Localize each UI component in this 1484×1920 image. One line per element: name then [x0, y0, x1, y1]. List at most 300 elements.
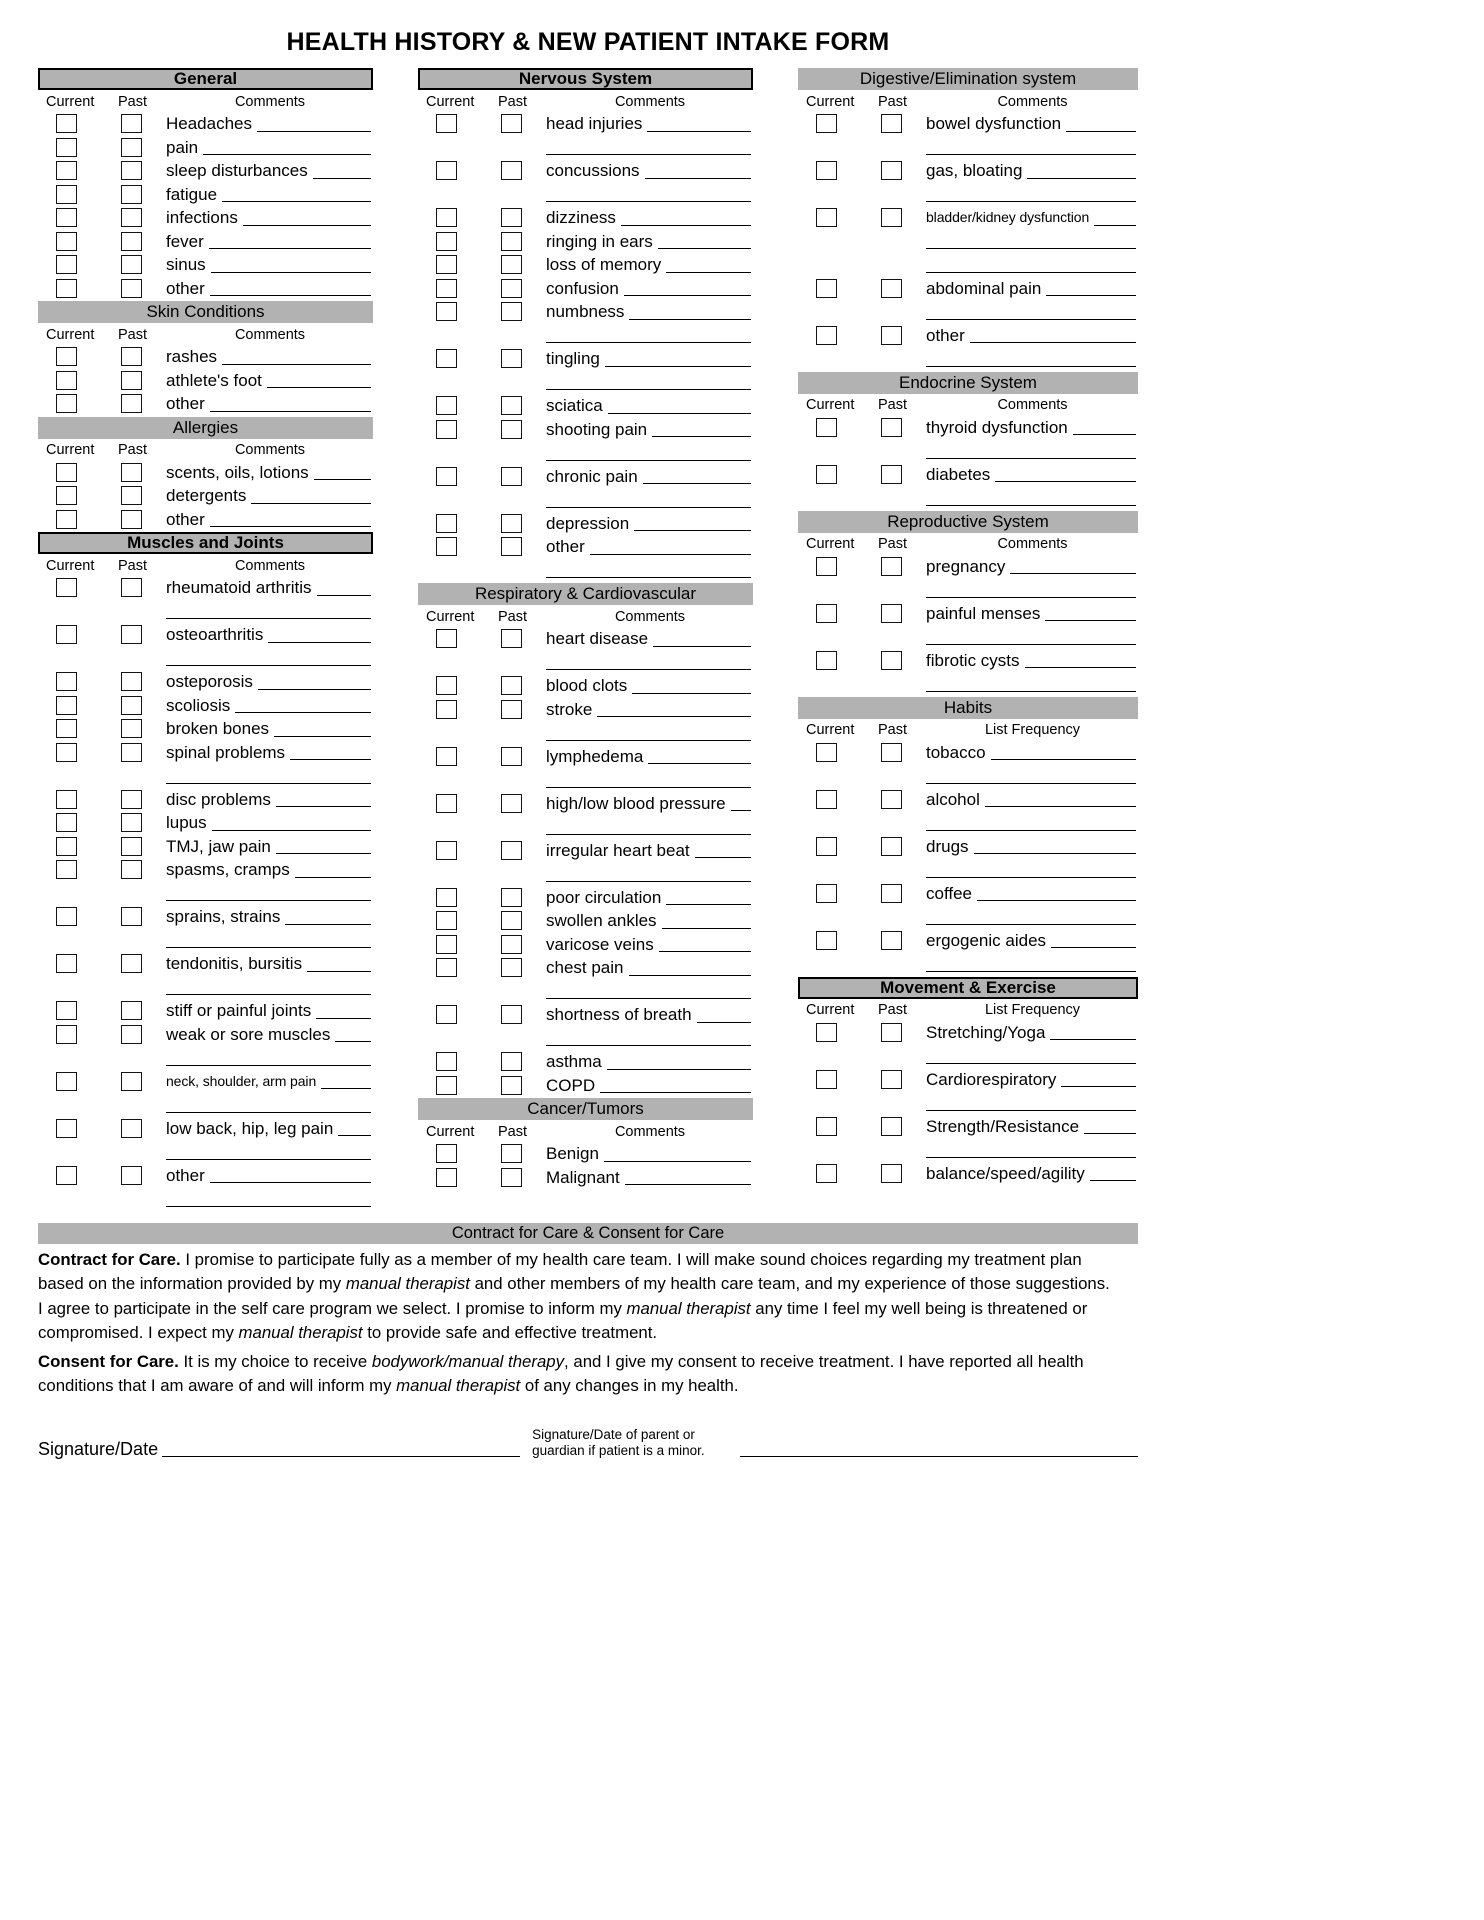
comment-line[interactable]	[546, 669, 751, 670]
comment-line[interactable]	[166, 665, 371, 666]
blank-comment-row	[798, 858, 1138, 882]
past-checkbox-scents-oils-lotions[interactable]	[121, 463, 142, 482]
past-checkbox-other[interactable]	[121, 394, 142, 413]
past-checkbox-cardiorespiratory[interactable]	[881, 1070, 902, 1089]
current-checkbox-tendonitis-bursitis[interactable]	[56, 954, 77, 973]
current-checkbox-spasms-cramps[interactable]	[56, 860, 77, 879]
past-checkbox-fever[interactable]	[121, 232, 142, 251]
current-checkbox-fibrotic-cysts[interactable]	[816, 651, 837, 670]
past-checkbox-strength-resistance[interactable]	[881, 1117, 902, 1136]
past-checkbox-stretching-yoga[interactable]	[881, 1023, 902, 1042]
comment-line-osteporosis[interactable]	[258, 689, 371, 690]
item-row-infections	[38, 206, 373, 230]
past-checkbox-tmj-jaw-pain[interactable]	[121, 837, 142, 856]
current-checkbox-disc-problems[interactable]	[56, 790, 77, 809]
comment-line[interactable]	[166, 1065, 371, 1066]
past-checkbox-other[interactable]	[121, 510, 142, 529]
current-checkbox-other[interactable]	[56, 279, 77, 298]
comment-line-infections[interactable]	[243, 225, 371, 226]
past-checkbox-drugs[interactable]	[881, 837, 902, 856]
comment-line-other[interactable]	[970, 342, 1136, 343]
current-checkbox-gas-bloating[interactable]	[816, 161, 837, 180]
comment-line[interactable]	[926, 1110, 1136, 1111]
item-label-concussions: concussions	[546, 161, 640, 181]
comment-line-tingling[interactable]	[605, 366, 751, 367]
comment-line[interactable]	[546, 881, 751, 882]
comment-line-rashes[interactable]	[222, 364, 371, 365]
comment-line-shortness-of-breath[interactable]	[697, 1022, 751, 1023]
current-checkbox-bladder-kidney-dysfunction[interactable]	[816, 208, 837, 227]
item-row-concussions	[418, 159, 753, 183]
comment-line-osteoarthritis[interactable]	[268, 642, 371, 643]
comment-line[interactable]	[926, 1063, 1136, 1064]
current-checkbox-ringing-in-ears[interactable]	[436, 232, 457, 251]
comment-line-spinal-problems[interactable]	[290, 759, 371, 760]
past-checkbox-infections[interactable]	[121, 208, 142, 227]
current-checkbox-fatigue[interactable]	[56, 185, 77, 204]
blank-comment-row	[38, 1046, 373, 1070]
comment-line-other[interactable]	[210, 1182, 371, 1183]
item-row-stretching-yoga	[798, 1021, 1138, 1045]
comment-line[interactable]	[546, 1045, 751, 1046]
past-checkbox-tingling[interactable]	[501, 349, 522, 368]
current-checkbox-copd[interactable]	[436, 1076, 457, 1095]
current-checkbox-dizziness[interactable]	[436, 208, 457, 227]
current-checkbox-infections[interactable]	[56, 208, 77, 227]
comment-line[interactable]	[166, 618, 371, 619]
comment-line[interactable]	[926, 971, 1136, 972]
current-checkbox-pain[interactable]	[56, 138, 77, 157]
past-checkbox-copd[interactable]	[501, 1076, 522, 1095]
comment-line[interactable]	[166, 1112, 371, 1113]
comment-line-athlete-s-foot[interactable]	[267, 387, 371, 388]
comment-line-abdominal-pain[interactable]	[1046, 295, 1136, 296]
comment-line[interactable]	[926, 597, 1136, 598]
comment-line-painful-menses[interactable]	[1045, 620, 1136, 621]
comment-line-fever[interactable]	[209, 248, 371, 249]
comment-line-irregular-heart-beat[interactable]	[695, 857, 751, 858]
comment-line-fatigue[interactable]	[222, 201, 371, 202]
current-checkbox-other[interactable]	[436, 537, 457, 556]
past-checkbox-diabetes[interactable]	[881, 465, 902, 484]
comment-line-numbness[interactable]	[629, 319, 751, 320]
current-checkbox-bowel-dysfunction[interactable]	[816, 114, 837, 133]
item-row-high-low-blood-pressure	[418, 792, 753, 816]
current-checkbox-other[interactable]	[56, 510, 77, 529]
current-checkbox-osteporosis[interactable]	[56, 672, 77, 691]
current-checkbox-heart-disease[interactable]	[436, 629, 457, 648]
current-checkbox-osteoarthritis[interactable]	[56, 625, 77, 644]
past-checkbox-varicose-veins[interactable]	[501, 935, 522, 954]
past-checkbox-spasms-cramps[interactable]	[121, 860, 142, 879]
item-row-sleep-disturbances	[38, 159, 373, 183]
comment-line-scents-oils-lotions[interactable]	[314, 479, 371, 480]
past-checkbox-swollen-ankles[interactable]	[501, 911, 522, 930]
current-checkbox-broken-bones[interactable]	[56, 719, 77, 738]
current-checkbox-blood-clots[interactable]	[436, 676, 457, 695]
comment-line[interactable]	[546, 834, 751, 835]
past-checkbox-weak-or-sore-muscles[interactable]	[121, 1025, 142, 1044]
current-checkbox-fever[interactable]	[56, 232, 77, 251]
comment-line[interactable]	[926, 924, 1136, 925]
current-checkbox-headaches[interactable]	[56, 114, 77, 133]
past-checkbox-shortness-of-breath[interactable]	[501, 1005, 522, 1024]
comment-line-pregnancy[interactable]	[1010, 573, 1136, 574]
past-checkbox-chest-pain[interactable]	[501, 958, 522, 977]
current-checkbox-benign[interactable]	[436, 1144, 457, 1163]
comment-line-strength-resistance[interactable]	[1084, 1133, 1136, 1134]
past-checkbox-coffee[interactable]	[881, 884, 902, 903]
past-checkbox-confusion[interactable]	[501, 279, 522, 298]
comment-line-chest-pain[interactable]	[629, 975, 752, 976]
column-headers-nervous-system	[418, 91, 753, 112]
past-checkbox-ergogenic-aides[interactable]	[881, 931, 902, 950]
past-checkbox-concussions[interactable]	[501, 161, 522, 180]
past-checkbox-pain[interactable]	[121, 138, 142, 157]
comment-line-chronic-pain[interactable]	[643, 483, 751, 484]
comment-line[interactable]	[926, 691, 1136, 692]
current-checkbox-chest-pain[interactable]	[436, 958, 457, 977]
current-checkbox-stiff-or-painful-joints[interactable]	[56, 1001, 77, 1020]
past-checkbox-sciatica[interactable]	[501, 396, 522, 415]
current-checkbox-drugs[interactable]	[816, 837, 837, 856]
past-checkbox-thyroid-dysfunction[interactable]	[881, 418, 902, 437]
section-header-general: General	[38, 68, 373, 90]
current-checkbox-athlete-s-foot[interactable]	[56, 371, 77, 390]
comment-line-gas-bloating[interactable]	[1027, 178, 1136, 179]
comment-line-benign[interactable]	[604, 1161, 751, 1162]
comment-line[interactable]	[546, 998, 751, 999]
comment-line[interactable]	[166, 900, 371, 901]
current-checkbox-painful-menses[interactable]	[816, 604, 837, 623]
past-checkbox-irregular-heart-beat[interactable]	[501, 841, 522, 860]
current-checkbox-detergents[interactable]	[56, 486, 77, 505]
comment-line-varicose-veins[interactable]	[659, 951, 751, 952]
item-row-sinus	[38, 253, 373, 277]
past-checkbox-fatigue[interactable]	[121, 185, 142, 204]
comment-line-bowel-dysfunction[interactable]	[1066, 131, 1136, 132]
comment-line-balance-speed-agility[interactable]	[1090, 1180, 1136, 1181]
past-checkbox-shooting-pain[interactable]	[501, 420, 522, 439]
comment-line-tendonitis-bursitis[interactable]	[307, 971, 371, 972]
past-checkbox-osteporosis[interactable]	[121, 672, 142, 691]
past-checkbox-scoliosis[interactable]	[121, 696, 142, 715]
past-checkbox-athlete-s-foot[interactable]	[121, 371, 142, 390]
comment-line-sleep-disturbances[interactable]	[313, 178, 371, 179]
comment-line-alcohol[interactable]	[985, 806, 1136, 807]
comment-line-shooting-pain[interactable]	[652, 436, 751, 437]
past-checkbox-lymphedema[interactable]	[501, 747, 522, 766]
past-checkbox-painful-menses[interactable]	[881, 604, 902, 623]
comment-line-blood-clots[interactable]	[632, 693, 751, 694]
comment-line-sciatica[interactable]	[608, 413, 751, 414]
current-checkbox-coffee[interactable]	[816, 884, 837, 903]
current-checkbox-other[interactable]	[56, 394, 77, 413]
current-checkbox-weak-or-sore-muscles[interactable]	[56, 1025, 77, 1044]
comment-line[interactable]	[926, 154, 1136, 155]
comment-line-diabetes[interactable]	[995, 481, 1136, 482]
comment-line-rheumatoid-arthritis[interactable]	[317, 595, 371, 596]
current-checkbox-alcohol[interactable]	[816, 790, 837, 809]
current-checkbox-sciatica[interactable]	[436, 396, 457, 415]
past-checkbox-tendonitis-bursitis[interactable]	[121, 954, 142, 973]
past-checkbox-osteoarthritis[interactable]	[121, 625, 142, 644]
current-checkbox-varicose-veins[interactable]	[436, 935, 457, 954]
current-checkbox-scents-oils-lotions[interactable]	[56, 463, 77, 482]
signature-date-line[interactable]	[162, 1456, 520, 1457]
past-checkbox-high-low-blood-pressure[interactable]	[501, 794, 522, 813]
comment-line[interactable]	[926, 783, 1136, 784]
current-checkbox-shooting-pain[interactable]	[436, 420, 457, 439]
comment-line-other[interactable]	[210, 295, 371, 296]
comment-line-sinus[interactable]	[211, 272, 371, 273]
comment-line[interactable]	[546, 342, 751, 343]
current-checkbox-tingling[interactable]	[436, 349, 457, 368]
past-checkbox-other[interactable]	[501, 537, 522, 556]
comment-line-swollen-ankles[interactable]	[662, 928, 751, 929]
current-checkbox-stretching-yoga[interactable]	[816, 1023, 837, 1042]
current-checkbox-concussions[interactable]	[436, 161, 457, 180]
current-checkbox-asthma[interactable]	[436, 1052, 457, 1071]
past-checkbox-numbness[interactable]	[501, 302, 522, 321]
current-checkbox-tobacco[interactable]	[816, 743, 837, 762]
past-checkbox-balance-speed-agility[interactable]	[881, 1164, 902, 1183]
comment-line[interactable]	[546, 389, 751, 390]
comment-line-loss-of-memory[interactable]	[666, 272, 751, 273]
blank-comment-row	[38, 600, 373, 624]
comment-line[interactable]	[546, 787, 751, 788]
comment-line-confusion[interactable]	[624, 295, 751, 296]
past-checkbox-ringing-in-ears[interactable]	[501, 232, 522, 251]
past-checkbox-broken-bones[interactable]	[121, 719, 142, 738]
current-checkbox-chronic-pain[interactable]	[436, 467, 457, 486]
comment-line-head-injuries[interactable]	[647, 131, 751, 132]
comment-line[interactable]	[926, 458, 1136, 459]
past-checkbox-chronic-pain[interactable]	[501, 467, 522, 486]
past-checkbox-pregnancy[interactable]	[881, 557, 902, 576]
current-checkbox-head-injuries[interactable]	[436, 114, 457, 133]
comment-line-sprains-strains[interactable]	[285, 924, 371, 925]
current-checkbox-diabetes[interactable]	[816, 465, 837, 484]
column-headers-respiratory-cardiovascular	[418, 606, 753, 627]
past-checkbox-loss-of-memory[interactable]	[501, 255, 522, 274]
current-checkbox-tmj-jaw-pain[interactable]	[56, 837, 77, 856]
comment-line[interactable]	[546, 577, 751, 578]
comment-line-bladder-kidney-dysfunction[interactable]	[1094, 225, 1136, 226]
comment-line[interactable]	[166, 1159, 371, 1160]
comment-line-headaches[interactable]	[257, 131, 371, 132]
blank-comment-row	[38, 882, 373, 906]
current-checkbox-other[interactable]	[56, 1166, 77, 1185]
item-label-shooting-pain: shooting pain	[546, 419, 648, 439]
past-checkbox-low-back-hip-leg-pain[interactable]	[121, 1119, 142, 1138]
current-checkbox-ergogenic-aides[interactable]	[816, 931, 837, 950]
comment-line-disc-problems[interactable]	[276, 806, 371, 807]
comment-line-cardiorespiratory[interactable]	[1061, 1086, 1136, 1087]
past-checkbox-poor-circulation[interactable]	[501, 888, 522, 907]
section-header-movement-exercise: Movement & Exercise	[798, 977, 1138, 999]
comment-line-coffee[interactable]	[977, 900, 1136, 901]
current-checkbox-depression[interactable]	[436, 514, 457, 533]
item-label-chest-pain: chest pain	[546, 958, 624, 978]
past-checkbox-gas-bloating[interactable]	[881, 161, 902, 180]
past-checkbox-bladder-kidney-dysfunction[interactable]	[881, 208, 902, 227]
past-checkbox-heart-disease[interactable]	[501, 629, 522, 648]
comment-line-poor-circulation[interactable]	[666, 904, 751, 905]
comment-line[interactable]	[166, 947, 371, 948]
past-checkbox-other[interactable]	[121, 1166, 142, 1185]
comment-line-malignant[interactable]	[625, 1184, 751, 1185]
past-checkbox-other[interactable]	[121, 279, 142, 298]
past-checkbox-head-injuries[interactable]	[501, 114, 522, 133]
past-checkbox-headaches[interactable]	[121, 114, 142, 133]
comment-line[interactable]	[926, 505, 1136, 506]
comment-line-detergents[interactable]	[251, 503, 371, 504]
past-checkbox-spinal-problems[interactable]	[121, 743, 142, 762]
comment-line[interactable]	[546, 460, 751, 461]
current-checkbox-numbness[interactable]	[436, 302, 457, 321]
past-checkbox-lupus[interactable]	[121, 813, 142, 832]
past-checkbox-alcohol[interactable]	[881, 790, 902, 809]
comment-line[interactable]	[546, 201, 751, 202]
comment-line-copd[interactable]	[600, 1092, 751, 1093]
past-checkbox-bowel-dysfunction[interactable]	[881, 114, 902, 133]
comment-line-stretching-yoga[interactable]	[1050, 1039, 1136, 1040]
comment-line[interactable]	[926, 877, 1136, 878]
comment-line-other[interactable]	[210, 411, 371, 412]
current-checkbox-shortness-of-breath[interactable]	[436, 1005, 457, 1024]
past-checkbox-sleep-disturbances[interactable]	[121, 161, 142, 180]
past-checkbox-disc-problems[interactable]	[121, 790, 142, 809]
past-checkbox-rashes[interactable]	[121, 347, 142, 366]
past-checkbox-malignant[interactable]	[501, 1168, 522, 1187]
comment-line-high-low-blood-pressure[interactable]	[731, 810, 751, 811]
guardian-signature-line[interactable]	[740, 1456, 1138, 1457]
current-checkbox-malignant[interactable]	[436, 1168, 457, 1187]
comment-line[interactable]	[926, 319, 1136, 320]
comment-line-other[interactable]	[590, 554, 751, 555]
comment-line-other[interactable]	[210, 526, 371, 527]
past-checkbox-blood-clots[interactable]	[501, 676, 522, 695]
comment-line-asthma[interactable]	[607, 1069, 751, 1070]
comment-line-heart-disease[interactable]	[653, 646, 751, 647]
past-checkbox-sprains-strains[interactable]	[121, 907, 142, 926]
comment-line-stroke[interactable]	[597, 716, 751, 717]
past-checkbox-stroke[interactable]	[501, 700, 522, 719]
past-checkbox-detergents[interactable]	[121, 486, 142, 505]
current-checkbox-poor-circulation[interactable]	[436, 888, 457, 907]
current-checkbox-low-back-hip-leg-pain[interactable]	[56, 1119, 77, 1138]
comment-line-lupus[interactable]	[212, 830, 371, 831]
comment-line-stiff-or-painful-joints[interactable]	[316, 1018, 371, 1019]
past-checkbox-stiff-or-painful-joints[interactable]	[121, 1001, 142, 1020]
past-checkbox-dizziness[interactable]	[501, 208, 522, 227]
comment-line[interactable]	[546, 154, 751, 155]
comment-line[interactable]	[546, 740, 751, 741]
past-checkbox-neck-shoulder-arm-pain[interactable]	[121, 1072, 142, 1091]
comment-line-weak-or-sore-muscles[interactable]	[335, 1041, 371, 1042]
past-checkbox-fibrotic-cysts[interactable]	[881, 651, 902, 670]
current-checkbox-stroke[interactable]	[436, 700, 457, 719]
blank-comment-row	[418, 324, 753, 348]
comment-line-tmj-jaw-pain[interactable]	[276, 853, 371, 854]
comment-line[interactable]	[166, 783, 371, 784]
comment-line-ergogenic-aides[interactable]	[1051, 947, 1136, 948]
comment-line-scoliosis[interactable]	[235, 712, 371, 713]
current-checkbox-strength-resistance[interactable]	[816, 1117, 837, 1136]
comment-line[interactable]	[926, 644, 1136, 645]
current-checkbox-confusion[interactable]	[436, 279, 457, 298]
past-checkbox-benign[interactable]	[501, 1144, 522, 1163]
current-checkbox-pregnancy[interactable]	[816, 557, 837, 576]
comment-line-lymphedema[interactable]	[648, 763, 751, 764]
comment-line[interactable]	[926, 830, 1136, 831]
current-checkbox-sprains-strains[interactable]	[56, 907, 77, 926]
comment-line-dizziness[interactable]	[621, 225, 751, 226]
current-checkbox-cardiorespiratory[interactable]	[816, 1070, 837, 1089]
comment-line[interactable]	[166, 1206, 371, 1207]
comment-line-tobacco[interactable]	[991, 759, 1136, 760]
column-header-list-frequency: List Frequency	[984, 1002, 1081, 1018]
comment-line[interactable]	[926, 366, 1136, 367]
current-checkbox-neck-shoulder-arm-pain[interactable]	[56, 1072, 77, 1091]
comment-line[interactable]	[926, 272, 1136, 273]
comment-line[interactable]	[926, 201, 1136, 202]
current-checkbox-lymphedema[interactable]	[436, 747, 457, 766]
comment-line-neck-shoulder-arm-pain[interactable]	[321, 1088, 371, 1089]
current-checkbox-lupus[interactable]	[56, 813, 77, 832]
current-checkbox-spinal-problems[interactable]	[56, 743, 77, 762]
comment-line[interactable]	[926, 1157, 1136, 1158]
past-checkbox-depression[interactable]	[501, 514, 522, 533]
comment-line[interactable]	[926, 248, 1136, 249]
comment-line-thyroid-dysfunction[interactable]	[1073, 434, 1136, 435]
comment-line[interactable]	[546, 507, 751, 508]
past-checkbox-other[interactable]	[881, 326, 902, 345]
current-checkbox-abdominal-pain[interactable]	[816, 279, 837, 298]
current-checkbox-sleep-disturbances[interactable]	[56, 161, 77, 180]
current-checkbox-scoliosis[interactable]	[56, 696, 77, 715]
current-checkbox-other[interactable]	[816, 326, 837, 345]
past-checkbox-tobacco[interactable]	[881, 743, 902, 762]
current-checkbox-high-low-blood-pressure[interactable]	[436, 794, 457, 813]
comment-line-ringing-in-ears[interactable]	[658, 248, 751, 249]
past-checkbox-abdominal-pain[interactable]	[881, 279, 902, 298]
current-checkbox-balance-speed-agility[interactable]	[816, 1164, 837, 1183]
current-checkbox-sinus[interactable]	[56, 255, 77, 274]
comment-line-spasms-cramps[interactable]	[295, 877, 371, 878]
comment-line-fibrotic-cysts[interactable]	[1025, 667, 1136, 668]
blank-comment-row	[798, 347, 1138, 371]
current-checkbox-swollen-ankles[interactable]	[436, 911, 457, 930]
current-checkbox-thyroid-dysfunction[interactable]	[816, 418, 837, 437]
comment-line[interactable]	[166, 994, 371, 995]
comment-line-low-back-hip-leg-pain[interactable]	[338, 1135, 371, 1136]
comment-line-broken-bones[interactable]	[274, 736, 371, 737]
comment-line-drugs[interactable]	[974, 853, 1136, 854]
past-checkbox-asthma[interactable]	[501, 1052, 522, 1071]
current-checkbox-rashes[interactable]	[56, 347, 77, 366]
comment-line-concussions[interactable]	[645, 178, 751, 179]
current-checkbox-loss-of-memory[interactable]	[436, 255, 457, 274]
comment-line-depression[interactable]	[634, 530, 751, 531]
comment-line-pain[interactable]	[203, 154, 371, 155]
past-checkbox-sinus[interactable]	[121, 255, 142, 274]
current-checkbox-irregular-heart-beat[interactable]	[436, 841, 457, 860]
past-checkbox-rheumatoid-arthritis[interactable]	[121, 578, 142, 597]
current-checkbox-rheumatoid-arthritis[interactable]	[56, 578, 77, 597]
blank-comment-row	[418, 371, 753, 395]
